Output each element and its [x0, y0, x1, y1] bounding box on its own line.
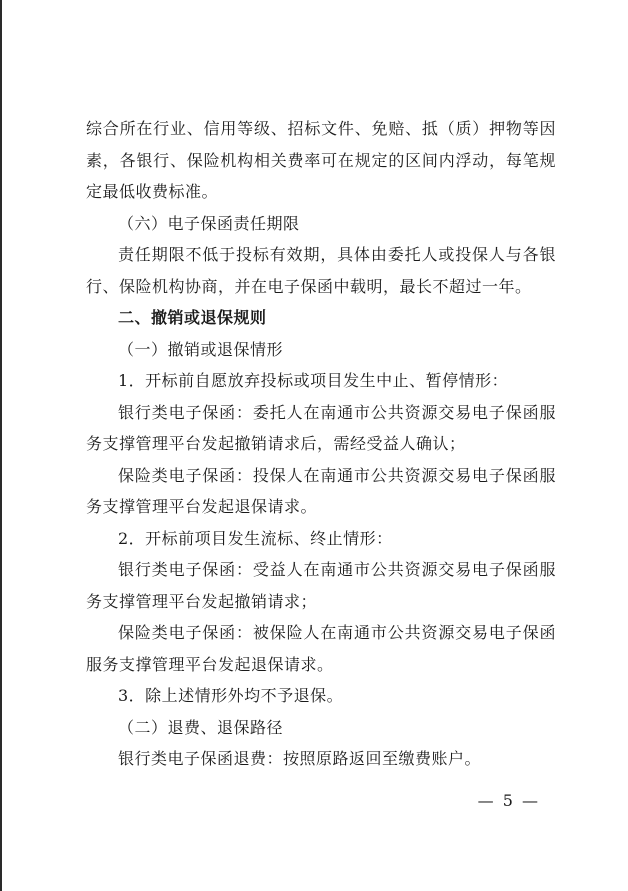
subheading-revocation-cases: （一）撤销或退保情形	[118, 339, 284, 359]
item-1-before-opening-withdrawal: 1．开标前自愿放弃投标或项目发生中止、暂停情形：	[118, 371, 509, 390]
document-body	[86, 113, 556, 775]
page-number: — 5 —	[477, 791, 540, 810]
item-2-failed-bidding: 2．开标前项目发生流标、终止情形：	[118, 528, 393, 548]
subheading-refund-path: （二）退费、退保路径	[118, 717, 284, 737]
item-3-no-surrender: 3．除上述情形外均不予退保。	[118, 686, 344, 705]
paragraph-bank-revocation-2: 银行类电子保函：受益人在南通市公共资源交易电子保函服务支撑管理平台发起撤销请求；	[86, 560, 556, 611]
paragraph-insurance-surrender-2: 保险类电子保函：被保险人在南通市公共资源交易电子保函服务支撑管理平台发起退保请求。	[86, 623, 556, 674]
subheading-liability-period: （六）电子保函责任期限	[118, 213, 300, 233]
section-heading-revocation-rules: 二、撤销或退保规则	[118, 308, 267, 327]
paragraph-insurance-surrender-1: 保险类电子保函：投保人在南通市公共资源交易电子保函服务支撑管理平台发起退保请求。	[86, 465, 556, 516]
paragraph-liability-period: 责任期限不低于投标有效期，具体由委托人或投保人与各银行、保险机构协商，并在电子保函中载明，最长不超过一年。	[86, 245, 556, 296]
paragraph-fee-factors: 综合所在行业、信用等级、招标文件、免赔、抵（质）押物等因素，各银行、保险机构相关费率可在规定的区间内浮动，每笔规定最低收费标准。	[86, 119, 556, 201]
paragraph-bank-revocation-1: 银行类电子保函：委托人在南通市公共资源交易电子保函服务支撑管理平台发起撤销请求后，需经受益人确认；	[86, 402, 556, 453]
page-edge-line	[0, 0, 2, 891]
paragraph-bank-refund: 银行类电子保函退费：按照原路返回至缴费账户。	[118, 749, 482, 768]
